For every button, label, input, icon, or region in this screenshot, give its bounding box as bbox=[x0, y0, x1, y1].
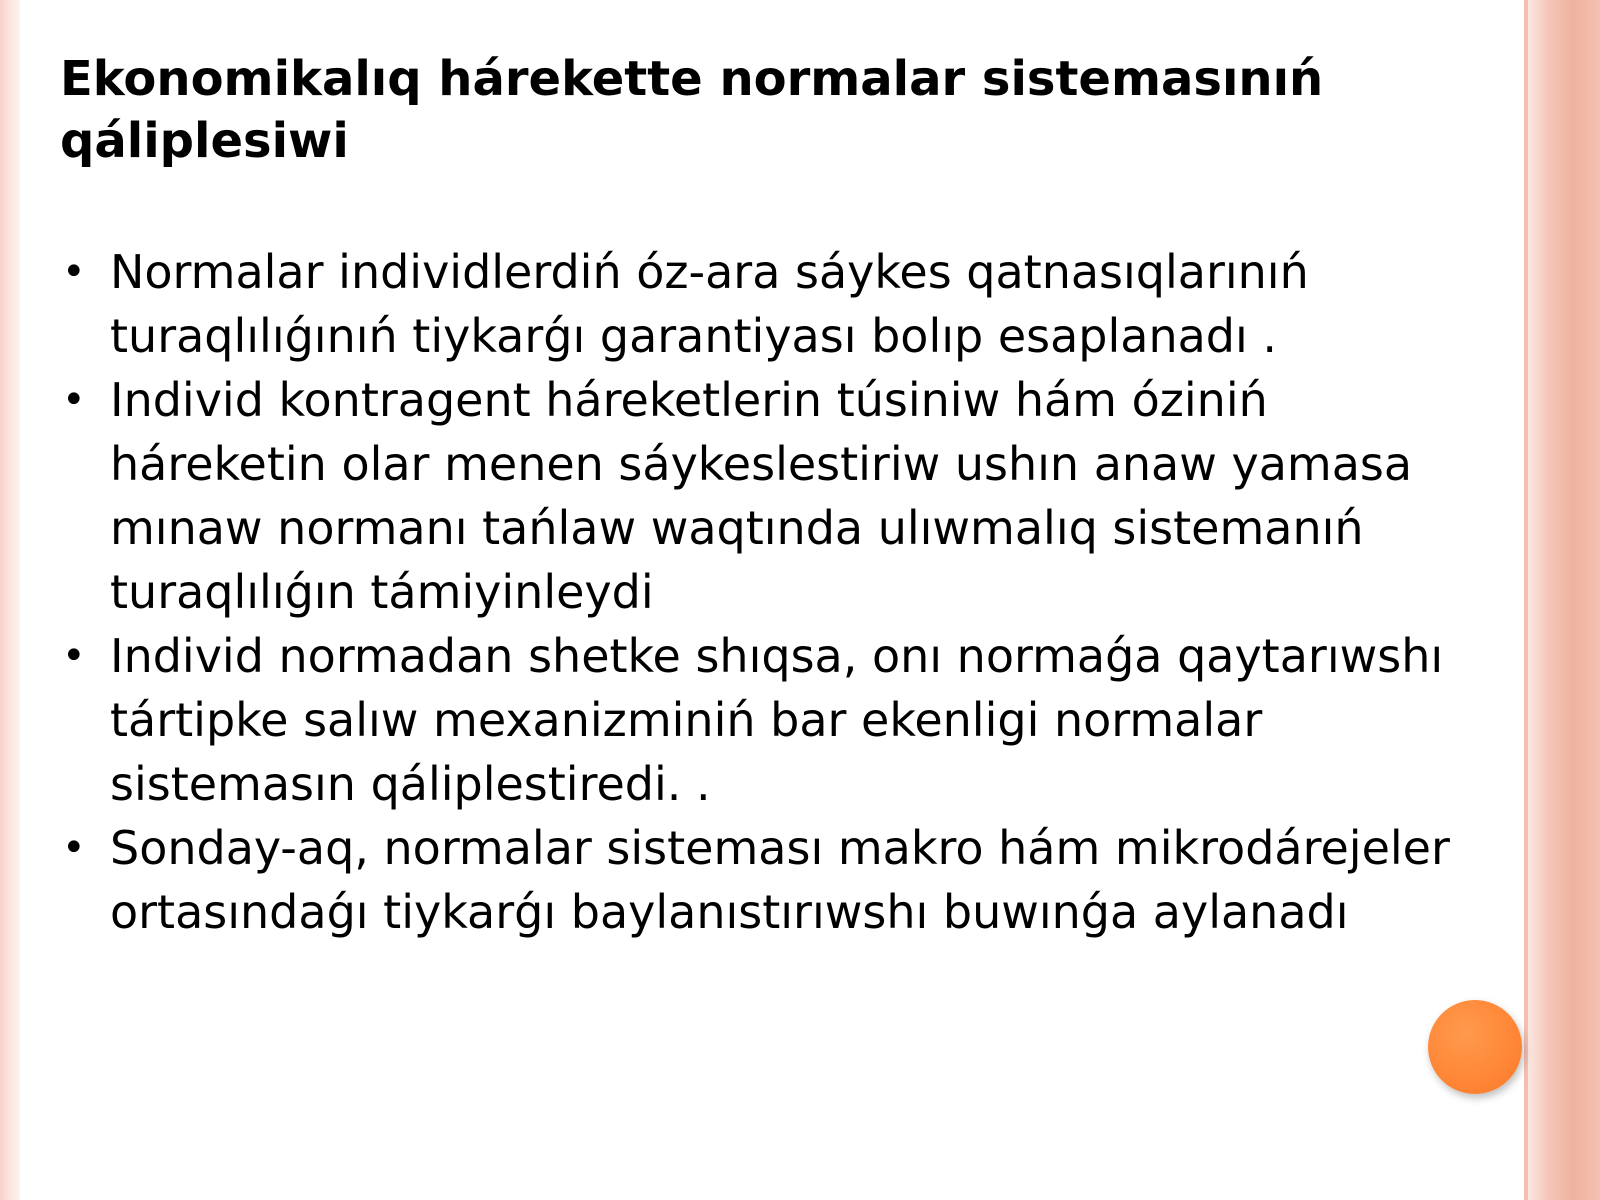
bullet-text: Sonday-aq, normalar sisteması makro hám mikrodárejeler ortasındaǵı tiykarǵı baylanıstırıwshı buwınǵa aylanadı bbox=[110, 821, 1450, 939]
bullet-icon: • bbox=[62, 377, 86, 423]
right-decorative-stripe bbox=[1528, 0, 1600, 1200]
orange-circle-decoration bbox=[1428, 1000, 1522, 1094]
bullet-icon: • bbox=[62, 249, 86, 295]
bullet-item bbox=[60, 816, 1460, 944]
bullet-text: Individ normadan shetke shıqsa, onı normaǵa qaytarıwshı tártipke salıw mexanizminiń bar ekenligi normalar sistemasın qáliplestiredi. . bbox=[110, 629, 1444, 811]
bullet-icon: • bbox=[62, 825, 86, 871]
slide-title: Ekonomikalıq hárekette normalar sistemasınıń qáliplesiwi bbox=[60, 51, 1324, 169]
bullet-text: Individ kontragent háreketlerin túsiniw hám óziniń háreketin olar menen sáykeslestiriw ushın anaw yamasa mınaw normanı tańlaw waqtında ulıwmalıq sistemanıń turaqlılıǵın támiyinleydi bbox=[110, 373, 1413, 619]
bullet-text: Normalar individlerdiń óz-ara sáykes qatnasıqlarınıń turaqlılıǵınıń tiykarǵı garantiyası bolıp esaplanadı . bbox=[110, 245, 1309, 363]
bullet-item bbox=[60, 368, 1460, 624]
bullet-icon: • bbox=[62, 633, 86, 679]
left-decorative-stripe bbox=[0, 0, 20, 1200]
bullet-list bbox=[60, 240, 1460, 944]
bullet-item bbox=[60, 240, 1460, 368]
bullet-item bbox=[60, 624, 1460, 816]
